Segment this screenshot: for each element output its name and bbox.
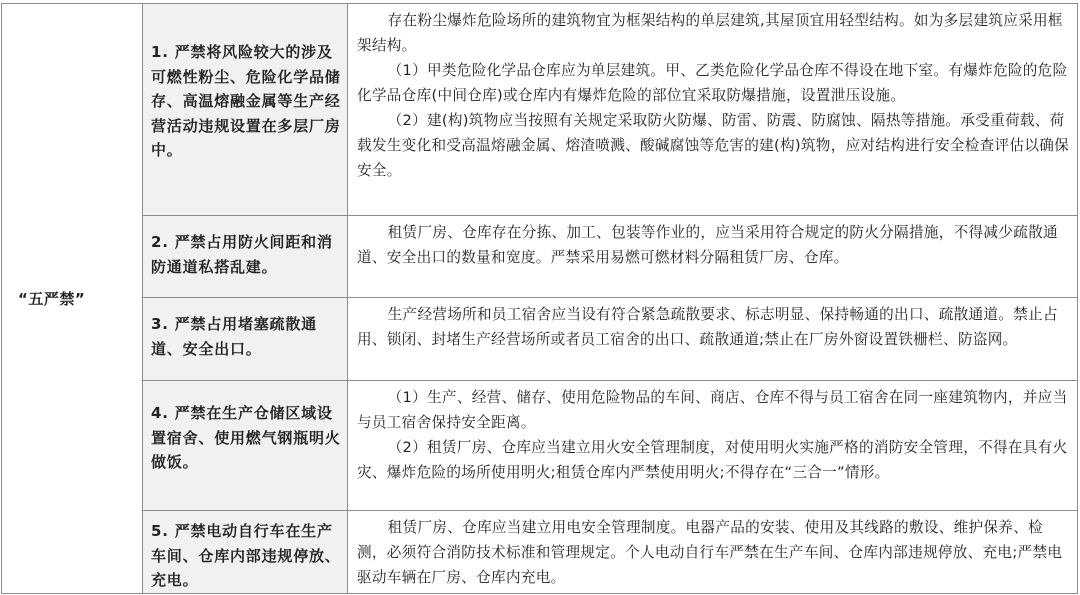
table-row [2, 511, 1078, 594]
table-row [2, 216, 1078, 298]
rule-title: 5. 严禁电动自行车在生产车间、仓库内部违规停放、充电。 [143, 511, 348, 594]
description-paragraph: （1）甲类危险化学品仓库应为单层建筑。甲、乙类危险化学品仓库不得设在地下室。有爆炸危险的危险化学品仓库(中间仓库)或仓库内有爆炸危险的部位宜采取防爆措施，设置泄压设施。 [357, 62, 1068, 104]
description-paragraph: （2）建(构)筑物应当按照有关规定采取防火防爆、防雷、防震、防腐蚀、隔热等措施。承受重荷载、荷载发生变化和受高温熔融金属、熔渣喷溅、酸碱腐蚀等危害的建(构)筑物，应对结构进行安全检查评估以确保安全。 [357, 112, 1069, 179]
rule-title: 3. 严禁占用堵塞疏散通道、安全出口。 [143, 298, 348, 381]
rule-title: 1. 严禁将风险较大的涉及可燃性粉尘、危险化学品储存、高温熔融金属等生产经营活动违规设置在多层厂房中。 [143, 4, 348, 216]
description-paragraph: 生产经营场所和员工宿舍应当设有符合紧急疏散要求、标志明显、保持畅通的出口、疏散通道。禁止占用、锁闭、封堵生产经营场所或者员工宿舍的出口、疏散通道;禁止在厂房外窗设置铁栅栏、防盗网。 [357, 306, 1058, 348]
category-cell: “五严禁” [2, 4, 143, 594]
description-paragraph: （1）生产、经营、储存、使用危险物品的车间、商店、仓库不得与员工宿舍在同一座建筑物内，并应当与员工宿舍保持安全距离。 [357, 389, 1068, 431]
rule-description [348, 4, 1078, 216]
table-row [2, 381, 1078, 511]
description-paragraph: 租赁厂房、仓库应当建立用电安全管理制度。电器产品的安装、使用及其线路的敷设、维护保养、检测，必须符合消防技术标准和管理规定。个人电动自行车严禁在生产车间、仓库内部违规停放、充电;严禁电驱动车辆在厂房、仓库内充电。 [357, 519, 1063, 586]
rule-title: 2. 严禁占用防火间距和消防通道私搭乱建。 [143, 216, 348, 298]
rule-description [348, 298, 1078, 381]
description-paragraph: 租赁厂房、仓库存在分拣、加工、包装等作业的，应当采用符合规定的防火分隔措施，不得减少疏散通道、安全出口的数量和宽度。严禁采用易燃可燃材料分隔租赁厂房、仓库。 [357, 224, 1058, 266]
regulation-table [1, 3, 1078, 594]
description-paragraph: （2）租赁厂房、仓库应当建立用火安全管理制度，对使用明火实施严格的消防安全管理，不得在具有火灾、爆炸危险的场所使用明火;租赁仓库内严禁使用明火;不得存在“三合一”情形。 [357, 439, 1068, 481]
rule-description [348, 216, 1078, 298]
table-row [2, 298, 1078, 381]
rule-description [348, 511, 1078, 594]
description-paragraph: 存在粉尘爆炸危险场所的建筑物宜为框架结构的单层建筑,其屋顶宜用轻型结构。如为多层建筑应采用框架结构。 [357, 12, 1063, 54]
table-row [2, 4, 1078, 216]
rule-title: 4. 严禁在生产仓储区域设置宿舍、使用燃气钢瓶明火做饭。 [143, 381, 348, 511]
rule-description [348, 381, 1078, 511]
